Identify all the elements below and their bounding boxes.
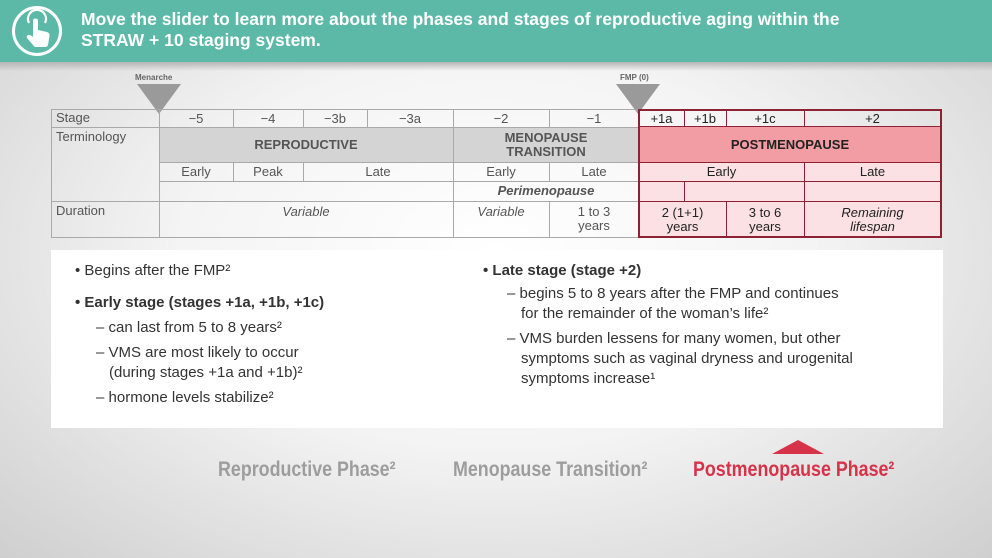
- row-label-terminology: Terminology: [56, 129, 127, 144]
- duration-plus2: Remaining lifespan: [804, 202, 941, 237]
- terminology-reproductive: REPRODUCTIVE: [159, 127, 453, 162]
- substage-late: Late: [804, 163, 941, 181]
- grid-line: [303, 162, 304, 181]
- grid-line: [51, 201, 453, 202]
- perimenopause-label: Perimenopause: [497, 183, 595, 198]
- stage-cell: +1b: [693, 110, 717, 126]
- grid-line: [51, 237, 639, 238]
- fmp-label: FMP (0): [620, 73, 649, 82]
- duration-plus1c: 3 to 6 years: [726, 202, 804, 237]
- substage-late: Late: [365, 164, 391, 179]
- stage-cell: −3b: [323, 110, 347, 126]
- sub-bullet-item: for the remainder of the woman’s life²: [521, 305, 769, 322]
- slider-indicator-arrow[interactable]: [772, 440, 824, 454]
- duration-late-transition: 1 to 3 years: [577, 204, 611, 233]
- sub-bullet-item: – VMS burden lessens for many women, but other: [507, 330, 841, 347]
- grid-line: [549, 162, 550, 181]
- bullet-item: • Begins after the FMP²: [75, 262, 231, 279]
- stage-cell: +1a: [650, 110, 673, 126]
- stage-cell: −5: [188, 110, 204, 126]
- grid-line: [233, 162, 234, 181]
- sub-bullet-item: – hormone levels stabilize²: [96, 389, 274, 406]
- bullet-item: • Early stage (stages +1a, +1b, +1c): [75, 294, 325, 311]
- grid-line: [367, 109, 368, 127]
- grid-line: [453, 201, 639, 202]
- substage-early: Early: [486, 164, 516, 179]
- stage-cell: +2: [865, 110, 880, 126]
- grid-line: [233, 109, 234, 127]
- grid-line-red: [638, 162, 942, 163]
- tab-menopause-transition[interactable]: Menopause Transition²: [453, 458, 648, 481]
- substage-early: Early: [639, 163, 804, 181]
- duration-plus1ab: 2 (1+1) years: [639, 202, 726, 237]
- bullet-item: • Late stage (stage +2): [483, 262, 642, 279]
- duration-reproductive: Variable: [282, 204, 330, 219]
- row-label-duration: Duration: [56, 203, 106, 218]
- grid-line: [51, 109, 52, 238]
- sub-bullet-item: symptoms such as vaginal dryness and urogenital: [521, 350, 853, 367]
- grid-line-red: [638, 236, 942, 238]
- grid-line-red: [726, 201, 727, 238]
- hand-pointer-icon: [12, 6, 62, 56]
- grid-line-red: [804, 162, 805, 238]
- sub-bullet-item: – begins 5 to 8 years after the FMP and continues: [507, 285, 839, 302]
- grid-line: [159, 109, 160, 238]
- header-shadow: [0, 62, 992, 71]
- grid-line: [549, 109, 550, 127]
- substage-early: Early: [181, 164, 211, 179]
- grid-line: [51, 109, 639, 110]
- grid-line-red: [638, 109, 640, 238]
- stage-cell: −4: [260, 110, 276, 126]
- perimenopause-blank: [684, 181, 804, 201]
- grid-line-red: [726, 109, 727, 127]
- grid-line-red: [684, 181, 685, 202]
- row-label-stage: Stage: [56, 110, 90, 125]
- sub-bullet-item: – can last from 5 to 8 years²: [96, 319, 282, 336]
- grid-line: [549, 201, 550, 238]
- header-banner: [0, 0, 992, 62]
- grid-line-red: [804, 109, 805, 127]
- stage-cell: +1c: [754, 110, 776, 126]
- stage-cell: −3a: [398, 110, 422, 126]
- grid-line: [303, 109, 304, 127]
- tab-reproductive-phase[interactable]: Reproductive Phase²: [218, 458, 396, 481]
- grid-line: [453, 109, 454, 238]
- grid-line: [159, 162, 639, 163]
- grid-line: [51, 127, 639, 128]
- grid-line-red: [940, 109, 942, 238]
- terminology-menopause-transition: MENOPAUSE TRANSITION: [453, 127, 639, 162]
- terminology-postmenopause: POSTMENOPAUSE: [639, 127, 941, 162]
- grid-line: [159, 181, 639, 182]
- stage-cell: −2: [493, 110, 509, 126]
- substage-peak: Peak: [253, 164, 283, 179]
- perimenopause-blank: [639, 181, 684, 201]
- instruction-text: Move the slider to learn more about the phases and stages of reproductive aging within the STRAW + 10 staging system.: [81, 9, 840, 50]
- menarche-label: Menarche: [135, 73, 173, 82]
- perimenopause-blank: [804, 181, 941, 201]
- sub-bullet-item: symptoms increase¹: [521, 370, 656, 387]
- tab-postmenopause-phase[interactable]: Postmenopause Phase²: [693, 458, 895, 481]
- stage-cell: −1: [586, 110, 602, 126]
- sub-bullet-item: – VMS are most likely to occur: [96, 344, 299, 361]
- duration-early-transition: Variable: [477, 204, 525, 219]
- sub-bullet-item: (during stages +1a and +1b)²: [109, 364, 303, 381]
- grid-line-red: [684, 109, 685, 127]
- substage-late: Late: [581, 164, 607, 179]
